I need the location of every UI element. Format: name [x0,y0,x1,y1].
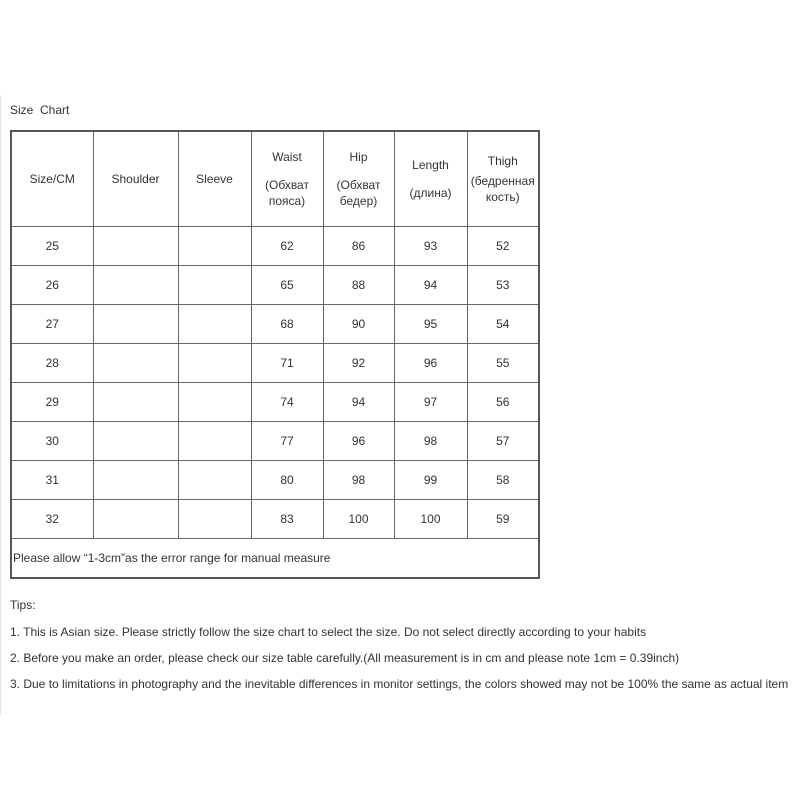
table-row [11,266,539,305]
cell-size: 31 [11,461,93,500]
cell-sleeve [178,227,251,266]
cell-shoulder [93,500,178,539]
header-hip-ru: (Обхват бедер) [336,178,381,208]
cell-sleeve [178,500,251,539]
cell-hip: 90 [323,305,394,344]
cell-length: 95 [394,305,467,344]
table-header-row [11,131,539,227]
table-row [11,305,539,344]
measurement-error-note: Please allow “1-3cm”as the error range for manual measure [11,539,539,579]
cell-thigh: 52 [467,227,539,266]
cell-length: 93 [394,227,467,266]
cell-sleeve [178,305,251,344]
cell-length: 94 [394,266,467,305]
cell-waist: 68 [251,305,323,344]
cell-hip: 96 [323,422,394,461]
header-waist-ru: (Обхват пояса) [265,178,309,208]
cell-hip: 92 [323,344,394,383]
cell-size: 32 [11,500,93,539]
table-row [11,500,539,539]
cell-thigh: 59 [467,500,539,539]
cell-size: 26 [11,266,93,305]
cell-shoulder [93,305,178,344]
cell-sleeve [178,266,251,305]
cell-length: 98 [394,422,467,461]
header-waist [251,131,323,227]
cell-waist: 74 [251,383,323,422]
tip-item: 1. This is Asian size. Please strictly follow the size chart to select the size. Do not select directly according to your habits [10,625,647,639]
header-thigh [467,131,539,227]
table-note-row [11,539,539,579]
header-length-ru: (длина) [409,186,452,200]
cell-size: 28 [11,344,93,383]
cell-waist: 71 [251,344,323,383]
cell-thigh: 53 [467,266,539,305]
header-shoulder: Shoulder [93,131,178,227]
header-length [394,131,467,227]
cell-shoulder [93,461,178,500]
header-sleeve: Sleeve [178,131,251,227]
cell-length: 100 [394,500,467,539]
cell-shoulder [93,227,178,266]
cell-shoulder [93,266,178,305]
table-row [11,344,539,383]
cell-waist: 62 [251,227,323,266]
cell-size: 27 [11,305,93,344]
header-hip-label: Hip [349,150,368,164]
tip-item: 2. Before you make an order, please check our size table carefully.(All measurement is in cm and please note 1cm = 0.39inch) [10,651,680,665]
header-waist-label: Waist [272,150,302,164]
header-length-label: Length [412,158,449,172]
tips-label: Tips: [10,598,36,612]
cell-hip: 100 [323,500,394,539]
cell-hip: 98 [323,461,394,500]
cell-thigh: 55 [467,344,539,383]
cell-waist: 65 [251,266,323,305]
cell-waist: 83 [251,500,323,539]
cell-thigh: 58 [467,461,539,500]
cell-length: 96 [394,344,467,383]
table-row [11,422,539,461]
header-size: Size/CM [11,131,93,227]
cell-sleeve [178,461,251,500]
size-chart-table [10,130,540,579]
cell-thigh: 54 [467,305,539,344]
cell-shoulder [93,344,178,383]
tip-item: 3. Due to limitations in photography and the inevitable differences in monitor settings, the colors showed may not be 100% the same as actual item [10,677,789,691]
cell-length: 97 [394,383,467,422]
cell-sleeve [178,422,251,461]
page-left-edge-divider [0,95,1,715]
table-row [11,383,539,422]
cell-size: 25 [11,227,93,266]
cell-hip: 94 [323,383,394,422]
cell-sleeve [178,344,251,383]
cell-thigh: 57 [467,422,539,461]
cell-shoulder [93,383,178,422]
cell-hip: 86 [323,227,394,266]
header-thigh-ru: (бедренная кость) [470,174,535,204]
cell-length: 99 [394,461,467,500]
cell-size: 29 [11,383,93,422]
cell-shoulder [93,422,178,461]
cell-thigh: 56 [467,383,539,422]
cell-waist: 80 [251,461,323,500]
cell-size: 30 [11,422,93,461]
cell-waist: 77 [251,422,323,461]
table-row [11,227,539,266]
size-chart-title: Size Chart [10,103,70,117]
header-hip [323,131,394,227]
header-thigh-label: Thigh [487,154,518,168]
cell-hip: 88 [323,266,394,305]
cell-sleeve [178,383,251,422]
table-row [11,461,539,500]
